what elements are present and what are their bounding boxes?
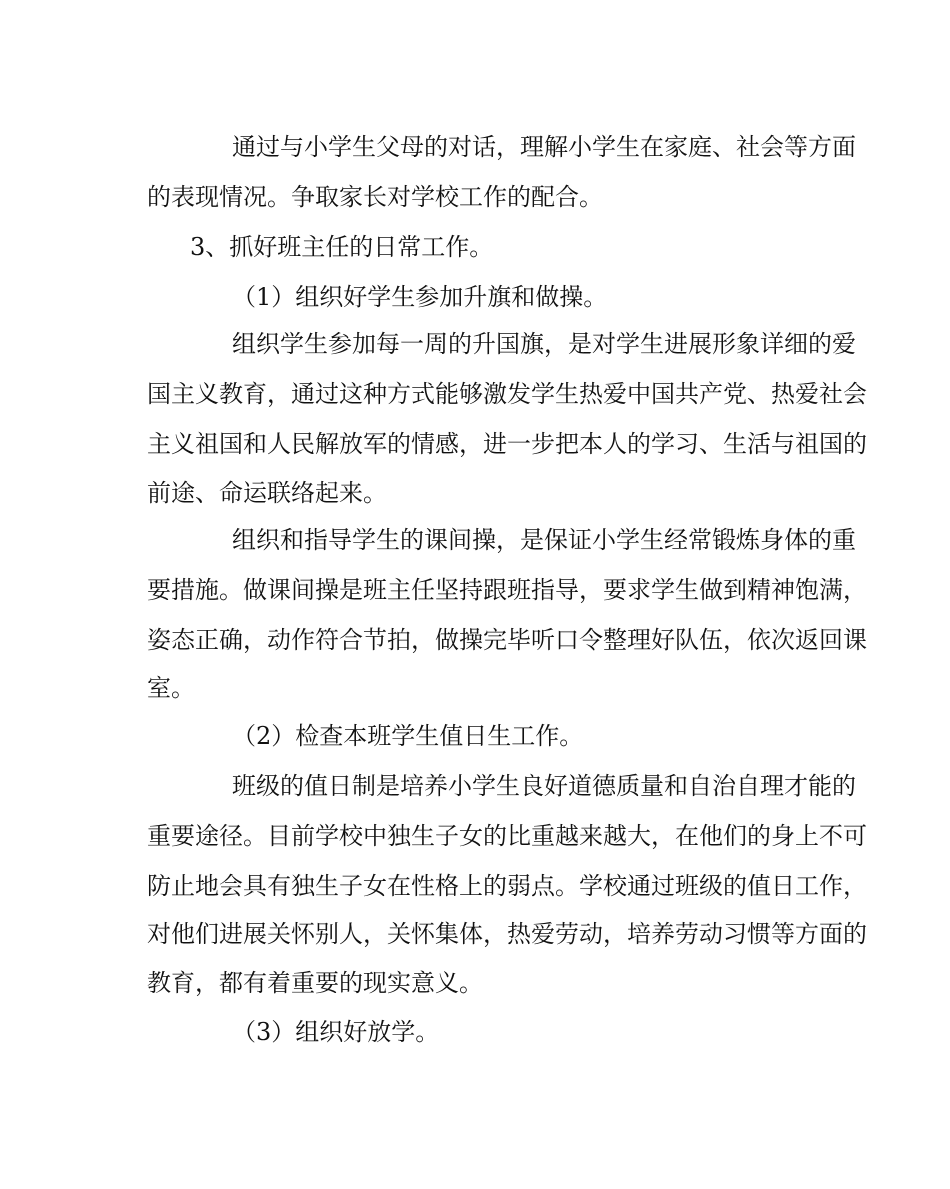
subsection-heading: （1）组织好学生参加升旗和做操。 xyxy=(232,283,608,311)
paragraph-line: 主义祖国和人民解放军的情感，进一步把本人的学习、生活与祖国的 xyxy=(147,430,867,458)
paragraph-line: 教育，都有着重要的现实意义。 xyxy=(147,969,483,997)
paragraph-line: 前途、命运联络起来。 xyxy=(147,479,387,507)
paragraph-line: 通过与小学生父母的对话，理解小学生在家庭、社会等方面 xyxy=(232,133,856,161)
paragraph-line: 防止地会具有独生子女在性格上的弱点。学校通过班级的值日工作， xyxy=(147,872,867,900)
subsection-heading: （2）检查本班学生值日生工作。 xyxy=(232,722,584,750)
paragraph-line: 姿态正确，动作符合节拍，做操完毕听口令整理好队伍，依次返回课 xyxy=(147,626,867,654)
paragraph-line: 要措施。做课间操是班主任坚持跟班指导，要求学生做到精神饱满， xyxy=(147,576,867,604)
paragraph-line: 的表现情况。争取家长对学校工作的配合。 xyxy=(147,183,603,211)
paragraph-line: 国主义教育，通过这种方式能够激发学生热爱中国共产党、热爱社会 xyxy=(147,380,867,408)
paragraph-line: 组织和指导学生的课间操，是保证小学生经常锻炼身体的重 xyxy=(232,526,856,554)
paragraph-line: 对他们进展关怀别人，关怀集体，热爱劳动，培养劳动习惯等方面的 xyxy=(147,920,867,948)
paragraph-line: 班级的值日制是培养小学生良好道德质量和自治自理才能的 xyxy=(232,772,856,800)
paragraph-line: 重要途径。目前学校中独生子女的比重越来越大，在他们的身上不可 xyxy=(147,822,867,850)
section-heading: 3、抓好班主任的日常工作。 xyxy=(190,233,494,261)
paragraph-line: 组织学生参加每一周的升国旗，是对学生进展形象详细的爱 xyxy=(232,330,856,358)
paragraph-line: 室。 xyxy=(147,674,195,702)
subsection-heading: （3）组织好放学。 xyxy=(232,1018,440,1046)
